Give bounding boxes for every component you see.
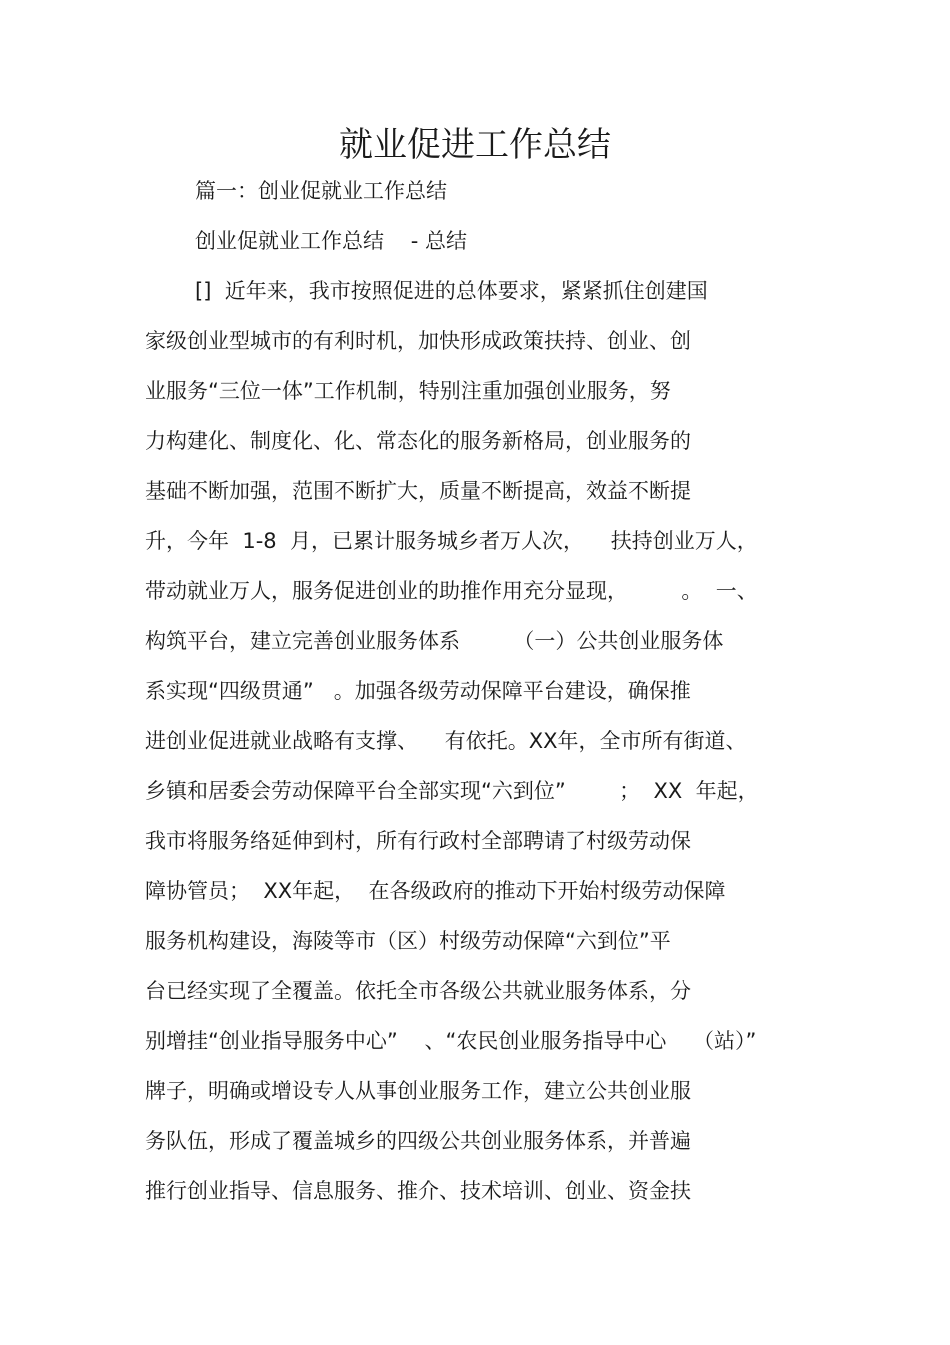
document-title: 就业促进工作总结 — [339, 125, 611, 165]
text-line: 家级创业型城市的有利时机，加快形成政策扶持、创业、创 — [145, 329, 691, 353]
text-line: 带动就业万人，服务促进创业的助推作用充分显现， 。 一、 — [145, 579, 758, 603]
text-line: 系实现“四级贯通” 。加强各级劳动保障平台建设，确保推 — [145, 679, 691, 703]
text-line: 构筑平台，建立完善创业服务体系 （一）公共创业服务体 — [145, 629, 724, 653]
text-line: 乡镇和居委会劳动保障平台全部实现“六到位” ； XX 年起， — [145, 779, 759, 803]
text-line: 业服务“三位一体”工作机制，特别注重加强创业服务，努 — [145, 379, 671, 403]
text-line: 篇一：创业促就业工作总结 — [195, 179, 447, 203]
text-line: 创业促就业工作总结 - 总结 — [195, 229, 467, 253]
text-line: 进创业促进就业战略有支撑、 有依托。XX年，全市所有街道、 — [145, 729, 747, 753]
text-line: 服务机构建设，海陵等市（区）村级劳动保障“六到位”平 — [145, 929, 671, 953]
text-line: 我市将服务络延伸到村，所有行政村全部聘请了村级劳动保 — [145, 829, 691, 853]
text-line: [] 近年来，我市按照促进的总体要求，紧紧抓住创建国 — [195, 279, 708, 303]
text-line: 障协管员； XX年起， 在各级政府的推动下开始村级劳动保障 — [145, 879, 726, 903]
text-line: 基础不断加强，范围不断扩大，质量不断提高，效益不断提 — [145, 479, 691, 503]
text-line: 推行创业指导、信息服务、推介、技术培训、创业、资金扶 — [145, 1179, 691, 1203]
text-line: 别增挂“创业指导服务中心” 、“农民创业服务指导中心 （站）” — [145, 1029, 757, 1053]
text-line: 牌子，明确或增设专人从事创业服务工作，建立公共创业服 — [145, 1079, 691, 1103]
text-line: 升，今年 1-8 月，已累计服务城乡者万人次， 扶持创业万人， — [145, 529, 758, 553]
text-line: 力构建化、制度化、化、常态化的服务新格局，创业服务的 — [145, 429, 691, 453]
text-line: 台已经实现了全覆盖。依托全市各级公共就业服务体系，分 — [145, 979, 691, 1003]
text-line: 务队伍，形成了覆盖城乡的四级公共创业服务体系，并普遍 — [145, 1129, 691, 1153]
